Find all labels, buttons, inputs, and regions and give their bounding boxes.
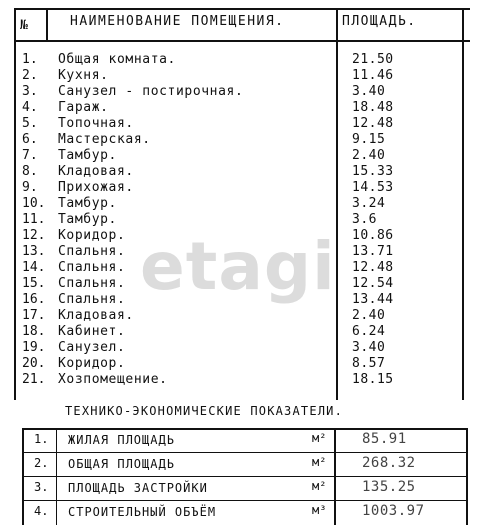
room-num: 1.	[22, 52, 38, 67]
tech-label: СТРОИТЕЛЬНЫЙ ОБЪЁМ	[68, 505, 217, 519]
header-area: ПЛОЩАДЬ.	[342, 14, 417, 29]
room-area: 6.24	[352, 324, 386, 339]
room-name: Тамбур.	[58, 212, 117, 227]
room-num: 15.	[22, 276, 46, 291]
tech-unit: м²	[312, 455, 327, 469]
watermark-logo: etagi	[140, 228, 336, 305]
room-area: 14.53	[352, 180, 394, 195]
tech-num: 4.	[34, 504, 49, 518]
room-name: Санузел.	[58, 340, 126, 355]
room-name: Спальня.	[58, 292, 126, 307]
room-num: 6.	[22, 132, 38, 147]
room-area: 13.71	[352, 244, 394, 259]
room-num: 4.	[22, 100, 38, 115]
header-bottom-rule	[14, 40, 470, 42]
room-num: 10.	[22, 196, 46, 211]
room-name: Кладовая.	[58, 164, 134, 179]
room-row	[0, 100, 480, 116]
room-name: Гараж.	[58, 100, 109, 115]
tech-value: 135.25	[362, 479, 416, 495]
room-row	[0, 68, 480, 84]
room-area: 12.54	[352, 276, 394, 291]
room-area: 12.48	[352, 260, 394, 275]
room-row	[0, 52, 480, 68]
room-name: Тамбур.	[58, 196, 117, 211]
room-area: 8.57	[352, 356, 386, 371]
tech-num: 3.	[34, 480, 49, 494]
room-name: Мастерская.	[58, 132, 151, 147]
room-row	[0, 180, 480, 196]
tech-value: 268.32	[362, 455, 416, 471]
room-row	[0, 84, 480, 100]
tech-num: 2.	[34, 456, 49, 470]
room-num: 14.	[22, 260, 46, 275]
room-row	[0, 372, 480, 388]
room-row	[0, 308, 480, 324]
room-area: 3.40	[352, 84, 386, 99]
room-area: 18.48	[352, 100, 394, 115]
num-col-rule	[46, 8, 48, 42]
tech-unit: м³	[312, 503, 327, 517]
room-name: Топочная.	[58, 116, 134, 131]
room-row	[0, 212, 480, 228]
room-num: 16.	[22, 292, 46, 307]
room-area: 10.86	[352, 228, 394, 243]
tech-row	[22, 476, 468, 500]
room-num: 18.	[22, 324, 46, 339]
tech-row	[22, 452, 468, 476]
room-area: 13.44	[352, 292, 394, 307]
room-row	[0, 148, 480, 164]
room-name: Тамбур.	[58, 148, 117, 163]
tech-num: 1.	[34, 432, 49, 446]
room-name: Спальня.	[58, 244, 126, 259]
room-name: Общая комната.	[58, 52, 176, 67]
room-name: Спальня.	[58, 260, 126, 275]
tech-section-title: ТЕХНИКО-ЭКОНОМИЧЕСКИЕ ПОКАЗАТЕЛИ.	[65, 404, 344, 418]
room-area: 18.15	[352, 372, 394, 387]
room-row	[0, 116, 480, 132]
room-num: 17.	[22, 308, 46, 323]
room-area: 2.40	[352, 308, 386, 323]
tech-value: 85.91	[362, 431, 407, 447]
room-area: 12.48	[352, 116, 394, 131]
header-num: №	[20, 18, 30, 33]
tech-row	[22, 500, 468, 524]
tech-row	[22, 428, 468, 452]
room-num: 9.	[22, 180, 38, 195]
room-name: Кухня.	[58, 68, 109, 83]
room-row	[0, 324, 480, 340]
room-row	[0, 196, 480, 212]
room-row	[0, 340, 480, 356]
tech-label: ЖИЛАЯ ПЛОЩАДЬ	[68, 433, 175, 447]
room-num: 3.	[22, 84, 38, 99]
tech-unit: м²	[312, 479, 327, 493]
header-name: НАИМЕНОВАНИЕ ПОМЕЩЕНИЯ.	[70, 14, 285, 29]
room-name: Прихожая.	[58, 180, 134, 195]
room-num: 19.	[22, 340, 46, 355]
room-num: 20.	[22, 356, 46, 371]
room-area: 3.24	[352, 196, 386, 211]
room-row	[0, 132, 480, 148]
room-name: Коридор.	[58, 228, 126, 243]
room-name: Санузел - постирочная.	[58, 84, 244, 99]
room-num: 21.	[22, 372, 46, 387]
tech-label: ПЛОЩАДЬ ЗАСТРОЙКИ	[68, 481, 208, 495]
room-num: 7.	[22, 148, 38, 163]
room-num: 5.	[22, 116, 38, 131]
table-top-rule	[14, 8, 470, 10]
room-num: 12.	[22, 228, 46, 243]
room-num: 8.	[22, 164, 38, 179]
room-num: 13.	[22, 244, 46, 259]
room-num: 11.	[22, 212, 46, 227]
room-name: Кабинет.	[58, 324, 126, 339]
room-name: Спальня.	[58, 276, 126, 291]
tech-value: 1003.97	[362, 503, 425, 519]
room-row	[0, 356, 480, 372]
room-row	[0, 164, 480, 180]
room-area: 3.40	[352, 340, 386, 355]
room-num: 2.	[22, 68, 38, 83]
room-area: 11.46	[352, 68, 394, 83]
room-name: Коридор.	[58, 356, 126, 371]
room-name: Кладовая.	[58, 308, 134, 323]
room-area: 3.6	[352, 212, 377, 227]
room-name: Хозпомещение.	[58, 372, 168, 387]
room-area: 9.15	[352, 132, 386, 147]
tech-label: ОБЩАЯ ПЛОЩАДЬ	[68, 457, 175, 471]
room-area: 15.33	[352, 164, 394, 179]
room-area: 21.50	[352, 52, 394, 67]
tech-unit: м²	[312, 431, 327, 445]
room-area: 2.40	[352, 148, 386, 163]
